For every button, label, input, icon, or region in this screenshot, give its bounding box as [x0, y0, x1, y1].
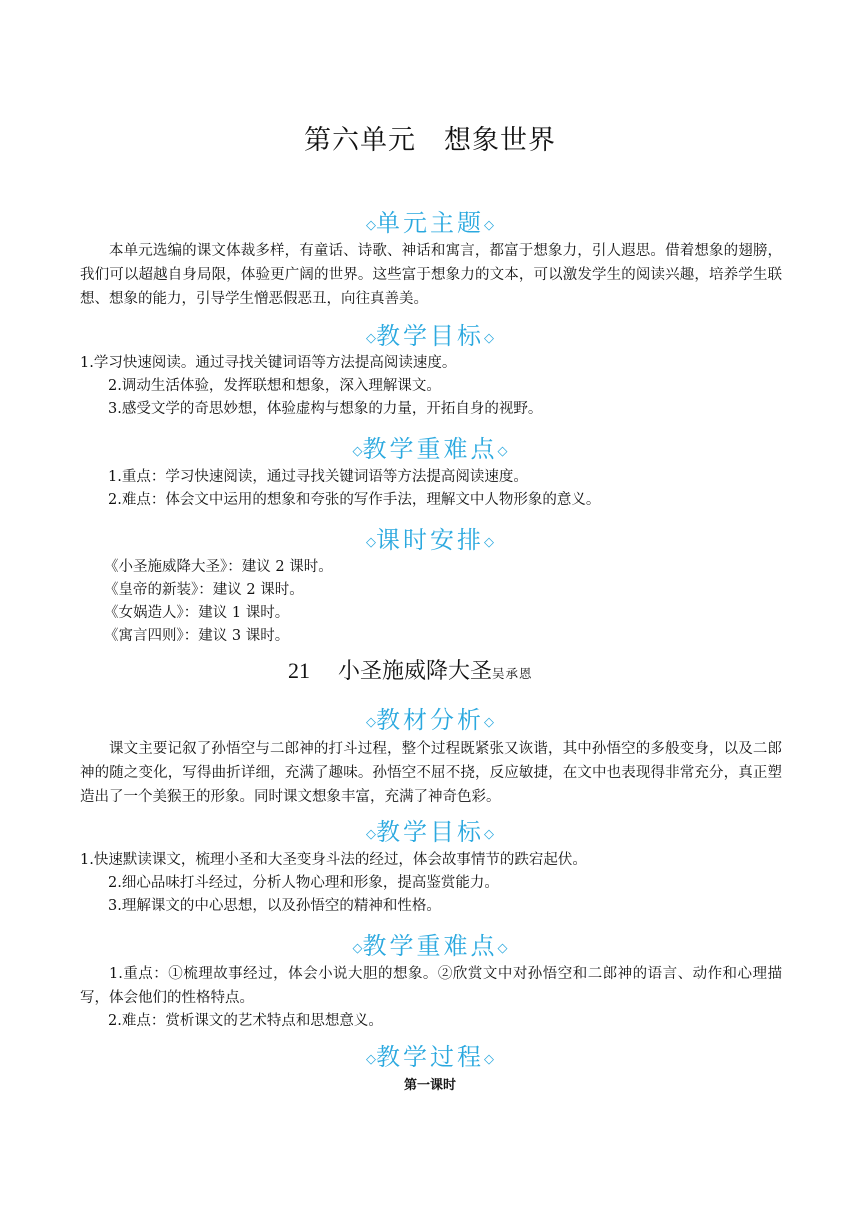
diamond-icon: ◇: [366, 331, 376, 346]
goal-item: 1.学习快速阅读。通过寻找关键词语等方法提高阅读速度。: [80, 355, 457, 371]
section-heading-keypoints-lesson: ◇教学重难点◇: [352, 932, 508, 960]
diamond-icon: ◇: [484, 535, 494, 550]
lesson-keypoint-item: 2.难点：赏析课文的艺术特点和思想意义。: [108, 1013, 383, 1029]
lesson-goal-item: 1.快速默读课文，梳理小圣和大圣变身斗法的经过，体会故事情节的跌宕起伏。: [80, 852, 587, 868]
keypoint-item: 1.重点：学习快速阅读，通过寻找关键词语等方法提高阅读速度。: [108, 469, 528, 485]
schedule-item: 《寓言四则》：建议 3 课时。: [104, 628, 290, 644]
lesson-number: 21: [288, 658, 310, 683]
section-heading-process: ◇教学过程◇: [366, 1043, 494, 1071]
lesson-goal-item: 2.细心品味打斗经过，分析人物心理和形象，提高鉴赏能力。: [108, 875, 499, 891]
goal-item: 2.调动生活体验，发挥联想和想象，深入理解课文。: [108, 378, 441, 394]
diamond-icon: ◇: [366, 535, 376, 550]
analysis-paragraph: 课文主要记叙了孙悟空与二郎神的打斗过程，整个过程既紧张又诙谐，其中孙悟空的多般变身，以及二郎神的随之变化，写得曲折详细，充满了趣味。孙悟空不屈不挠，反应敏捷，在文中也表现得非常充分，真正塑造出了一个美猴王的形象。同时课文想象丰富，充满了神奇色彩。: [80, 741, 782, 805]
period-heading: 第一课时: [403, 1078, 456, 1093]
section-heading-goals-lesson: ◇教学目标◇: [366, 818, 494, 846]
diamond-icon: ◇: [352, 941, 363, 956]
diamond-icon: ◇: [484, 331, 494, 346]
schedule-item: 《皇帝的新装》：建议 2 课时。: [104, 582, 304, 598]
section-heading-schedule: ◇课时安排◇: [366, 526, 494, 554]
diamond-icon: ◇: [366, 1052, 376, 1067]
section-heading-keypoints: ◇教学重难点◇: [352, 435, 508, 463]
unit-name: 想象世界: [444, 125, 556, 156]
lesson-title: [288, 654, 533, 685]
section-heading-goals: ◇教学目标◇: [366, 322, 494, 350]
lesson-goal-item: 3.理解课文的中心思想，以及孙悟空的精神和性格。: [108, 898, 441, 914]
unit-label: 第六单元: [304, 125, 416, 156]
lesson-keypoint-paragraph: 1.重点：①梳理故事经过，体会小说大胆的想象。②欣赏文中对孙悟空和二郎神的语言、动作和心理描写，体会他们的性格特点。: [80, 966, 782, 1006]
lesson-author: 吴承恩: [492, 666, 533, 681]
diamond-icon: ◇: [484, 715, 494, 730]
unit-title: [0, 118, 860, 157]
diamond-icon: ◇: [352, 444, 363, 459]
diamond-icon: ◇: [366, 715, 376, 730]
section-heading-analysis: ◇教材分析◇: [366, 706, 494, 734]
diamond-icon: ◇: [366, 218, 376, 233]
diamond-icon: ◇: [366, 827, 376, 842]
goal-item: 3.感受文学的奇思妙想，体验虚构与想象的力量，开拓自身的视野。: [108, 401, 543, 417]
diamond-icon: ◇: [497, 444, 508, 459]
diamond-icon: ◇: [484, 218, 494, 233]
lesson-name: 小圣施威降大圣: [338, 659, 493, 684]
diamond-icon: ◇: [484, 1052, 494, 1067]
diamond-icon: ◇: [484, 827, 494, 842]
keypoint-item: 2.难点：体会文中运用的想象和夸张的写作手法，理解文中人物形象的意义。: [108, 492, 601, 508]
theme-paragraph: 本单元选编的课文体裁多样，有童话、诗歌、神话和寓言，都富于想象力，引人遐思。借着想象的翅膀，我们可以超越自身局限，体验更广阔的世界。这些富于想象力的文本，可以激发学生的阅读兴趣，培养学生联想、想象的能力，引导学生憎恶假恶丑，向往真善美。: [80, 243, 782, 307]
schedule-item: 《小圣施威降大圣》：建议 2 课时。: [104, 559, 333, 575]
section-heading-theme: ◇单元主题◇: [366, 209, 494, 237]
schedule-item: 《女娲造人》：建议 1 课时。: [104, 605, 290, 621]
diamond-icon: ◇: [497, 941, 508, 956]
